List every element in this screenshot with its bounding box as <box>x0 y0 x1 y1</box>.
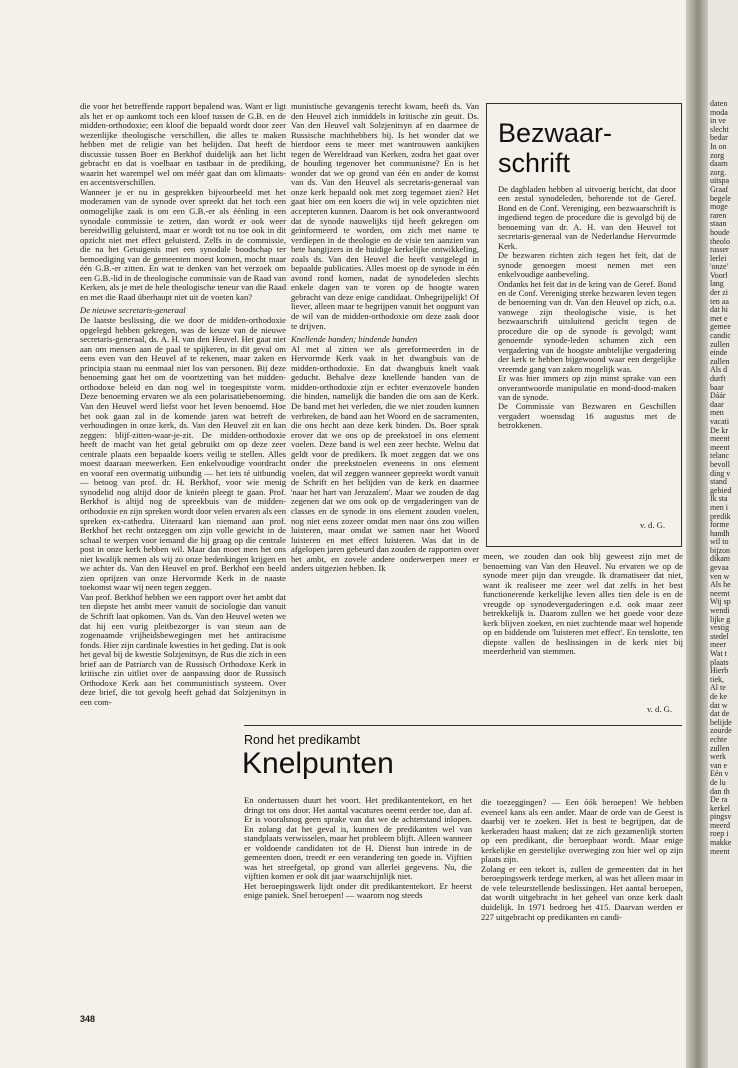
box-para-2: De bezwaren richten zich tegen het feit, dat de synode genoegen moest nemen met een enkelvoudige aanbeveling. <box>498 250 676 280</box>
facing-page-line: moda <box>710 107 728 117</box>
facing-page-line: stand <box>710 477 727 487</box>
col1-para-4: Van prof. Berkhof hebben we een rapport over het ambt dat ten diepste het ambt meer vanuit de sociologie dan vanuit de Schrift laat opkomen. Van ds. Van den Heuvel weten we dat hij een vurig pleitbezorger is van steun aan de zogenaamde vrijheidsbewegingen met het antiracisme fonds. Hier zijn cardinale kwesties in het geding. Dat is ook het geval bij de kwestie Solzjenitsyn, de Rus die zich in een brief aan de Patriarch van de Russisch Orthodoxe Kerk in kritische zin uitliet over de aanpassing door de Russisch Orthodoxe Kerk aan het communistisch systeem. Over deze brief, die tot gevolg heeft gehad dat Solzjenitsyn in een com- <box>80 591 286 707</box>
facing-page-line: Graaf <box>710 184 729 194</box>
facing-page-line: vacati <box>710 416 730 426</box>
facing-page-line: meent <box>710 434 730 444</box>
facing-page-line: slecht <box>710 124 729 134</box>
facing-page-line: dat w <box>710 700 728 710</box>
facing-page-line: De kr <box>710 425 728 435</box>
section-divider <box>244 725 682 726</box>
col1-para-2: Wanneer je er nu in gesprekken bijvoorbeeld met het moderamen van de synode over spreekt dat het toch een onmogelijke zaak is om een G.B.-er als éénling in een synodale commissie te zetten, dan wordt er ook weer bereidwillig geluisterd, maar er wordt tot nu toe ook in dit opzicht niet met effect geluisterd. Zelfs in de commissie, die na het Getuigenis met een synodale boodschap ter bemoediging van de gemeenten moest komen, mocht maar één G.B.-er zitten. En wat te denken van het verzoek om een G.B.-lid in de theologische commissie van de Raad van Kerken, als je met de hele theologische teneur van die Raad en met die Raad überhaupt niet uit de voeten kan? <box>80 186 286 302</box>
facing-page-line: Al te <box>710 683 726 693</box>
facing-page-line: durft <box>710 374 726 383</box>
facing-page-line: lang <box>710 279 724 289</box>
facing-page-line: Als d <box>710 365 728 375</box>
facing-page-line: Dáár <box>710 391 726 401</box>
facing-page-line: meerd <box>710 820 730 830</box>
facing-page-fragment <box>708 0 738 1068</box>
facing-page-line: In on <box>710 141 727 151</box>
facing-page-line: handh <box>710 528 730 538</box>
facing-page-line: daarn <box>710 159 728 169</box>
facing-page-line: baar <box>710 382 724 392</box>
page-gutter <box>686 0 708 1068</box>
facing-page-line: Ik sta <box>710 494 728 504</box>
facing-page-line: bevoll <box>710 459 730 469</box>
box-para-1: De dagbladen hebben al uitvoerig bericht, dat door een zestal synodeleden, behorende tot de Geref. Bond en de Conf. Vereniging, een bezwaarschrift is ingediend tegen de procedure die is gevolgd bij de benoeming van dr. A. H. van den Heuvel tot secretaris-generaal van de Nederlandse Hervormde Kerk. <box>498 184 676 251</box>
facing-page-line: belijde <box>710 717 732 727</box>
facing-page-line: dat hi <box>710 305 728 315</box>
facing-page-line: daar <box>710 399 724 409</box>
article-column-1 <box>80 101 286 707</box>
box-title-line-2: schrift <box>498 148 571 178</box>
facing-page-line: met e <box>710 313 728 323</box>
facing-page-line: lerlei <box>710 253 727 263</box>
facing-page-line: neemt <box>710 588 730 598</box>
facing-page-line: meent <box>710 846 730 856</box>
facing-page-line: vestig <box>710 623 730 633</box>
facing-page-line: zorg. <box>710 167 727 177</box>
article2-headline: Knelpunten <box>242 747 394 780</box>
facing-page-line: gevaa <box>710 563 729 573</box>
box-para-4: Er was hier immers op zijn minst sprake van een onverantwoorde manipulatie en mond-dood-maken van de synode. <box>498 373 676 402</box>
col1-para-1: die voor het betreffende rapport bepalend was. Want er ligt als het er op aankomt toch een kloof tussen de G.B. en de midden-orthodoxie; een kloof die bepaald wordt door zeer wezenlijke theologische verschillen, die alles te maken hebben met de religie van het belijden. Dat heeft de discussie tussen Boer en Berkhof duidelijk aan het licht gebracht en dat is voelbaar en tastbaar in de prediking, waarin het warempel wel om méér gaat dan om klimaats- en accentsverschillen. <box>80 101 286 188</box>
facing-page-line: ten aa <box>710 296 729 306</box>
facing-page-line: dikam <box>710 554 730 564</box>
facing-page-line: echte <box>710 734 727 744</box>
facing-page-line: houde <box>710 227 730 237</box>
facing-page-line: De ra <box>710 795 728 805</box>
facing-page-line: gebied <box>710 485 732 495</box>
box-signature: v. d. G. <box>640 520 665 530</box>
facing-page-line: zullen <box>710 743 730 753</box>
facing-page-line: tusser <box>710 245 729 255</box>
facing-page-line: de lu <box>710 777 726 787</box>
facing-page-line: meer <box>710 640 726 650</box>
facing-page-line: pingsv <box>710 812 732 822</box>
col2-para-1: munistische gevangenis terecht kwam, heeft ds. Van den Heuvel zich inmiddels in kritische zin geuit. Ds. Van den Heuvel valt Solzjenitsyn af en daarmee de Russische machthebbers bij. Is het wonder dat we hierdoor eens te meer met wantrouwen aankijken tegen de Wereldraad van Kerken, zodra het gaat over de houding tegenover het communisme? En is het wonder dat we op grond van één en ander de komst van ds. Van den Heuvel als secretaris-generaal van onze kerk bepaald ook met zorg tegemoet zien? Het gaat hier om een koers die wij in vele opzichten niet accepteren kunnen. Daarom is het ook onverantwoord dat de synode nauwelijks tijd heeft gekregen om geïnformeerd te worden, om zich met name te verdiepen in de theologie en de visie ten aanzien van hete hangijzers in de huidige kerkelijke ontwikkeling, zoals ds. Van den Heuvel die heeft vastgelegd in bepaalde publicaties. Alles moest op de synode in één avond rond komen, nadat de synodeleden slechts enkele dagen van te voren op de hoogte waren gebracht van deze enige candidaat. Onbegrijpelijk! Of liever, alleen maar te begrijpen vanuit het oogpunt van de wil van de midden-orthodoxie om deze zaak door te drijven. <box>291 101 479 331</box>
facing-page-text <box>710 100 732 856</box>
subheading-knellende-banden: Knellende banden; bindende banden <box>291 334 418 345</box>
facing-page-line: ven w <box>710 571 730 581</box>
facing-page-line: bedar <box>710 133 728 143</box>
article-column-2 <box>291 101 479 574</box>
facing-page-line: Eén v <box>710 769 729 779</box>
article-signature: v. d. G. <box>647 704 672 714</box>
facing-page-line: uitspa <box>710 176 730 186</box>
facing-page-line: raren <box>710 210 727 220</box>
page-number: 348 <box>80 1014 96 1024</box>
facing-page-line: daten <box>710 99 728 108</box>
facing-page-line: Voorl <box>710 270 728 280</box>
facing-page-line: meent <box>710 442 730 452</box>
facing-page-line: candic <box>710 331 731 341</box>
subheading-nieuwe-secretaris: De nieuwe secretaris-generaal <box>80 305 186 316</box>
facing-page-line: zorg <box>710 150 725 160</box>
box-para-3: Ondanks het feit dat in de kring van de Geref. Bond en de Conf. Vereniging sterke bezwaren leven tegen de benoeming van dr. Van den Heuvel op zich, o.a. vanwege zijn theologische visie, is het bezwaarschrift uitsluitend gericht tegen de procedure die op de synode is gevolgd; want genoemde synode-leden schamen zich een vergadering van de hoogste ambtelijke vergadering der kerk te hebben bijgewoond waar een dergelijke vreemde gang van zaken mogelijk was. <box>498 278 676 374</box>
facing-page-line: in ve <box>710 116 726 126</box>
facing-page-line: ding v <box>710 468 731 478</box>
facing-page-line: bijzon <box>710 545 730 555</box>
facing-page-line: moge <box>710 202 728 212</box>
facing-page-line: Hierb <box>710 666 729 676</box>
article-column-3-continued <box>483 552 683 720</box>
facing-page-line: wil to <box>710 537 729 547</box>
facing-page-line: van e <box>710 760 728 770</box>
facing-page-line: stedel <box>710 631 729 641</box>
facing-page-line: Wat t <box>710 649 727 658</box>
box-body <box>498 185 676 525</box>
facing-page-line: de ke <box>710 691 728 701</box>
facing-page-line: der zi <box>710 288 728 298</box>
facing-page-line: roep i <box>710 829 729 839</box>
facing-page-line: zullen <box>710 339 730 349</box>
facing-page-line: dan th <box>710 786 730 796</box>
facing-page-line: begele <box>710 193 731 203</box>
facing-page-line: plaats <box>710 657 729 667</box>
facing-page-line: men <box>710 408 724 418</box>
facing-page-line: wendi <box>710 606 730 616</box>
box-title <box>498 118 612 178</box>
facing-page-line: kerkel <box>710 803 730 813</box>
facing-page-line: werk <box>710 752 726 762</box>
box-title-line-1: Bezwaar- <box>498 118 613 148</box>
facing-page-line: 'onze' <box>710 262 728 272</box>
article2-kicker: Rond het predikambt <box>244 733 361 747</box>
facing-page-line: tiek, <box>710 674 724 684</box>
article2-column-right <box>481 798 683 976</box>
facing-page-line: Als he <box>710 580 731 590</box>
facing-page-line: einde <box>710 348 728 358</box>
col2-para-2: Al met al zitten we als gereformeerden in de Hervormde Kerk vaak in het dwangbuis van de midden-orthodoxie. En dat dwangbuis knelt vaak geducht. Behalve deze knellende banden van de midden-orthodoxie zijn er echter evenzovele banden die binden, namelijk die banden die ons aan de Kerk. De band met het verleden, die we niet zouden kunnen verbreken, de band aan het Woord en de sacramenten, die ons hecht aan deze kerk binden. Ds. Boer sprak erover dat we ons op de preekstoel in ons element voelen. Deze band is wel een zeer hechte. Welnu dat geldt voor de predikers. Ik moet zeggen dat we ons onder die preekstoelen eveneens in ons element voelen, dat wil zeggen wanneer gepreekt wordt vanuit de Schrift en het belijden van de kerk en daarmee 'naar het hart van Jeruzalem'. Maar we zouden de dag zegenen dat we ons ook op de vergaderingen van de classes en de synode in ons element zouden voelen, nog niet eens zozeer omdat men naar óns zou willen luisteren, maar omdat we samen naar het Woord luisteren en met effect luisteren. Was dat in de afgelopen jaren gebeurd dan zouden de rapporten over het ambt, en zovele andere onderwerpen meer er anders uitgezien hebben. Ik <box>291 343 479 574</box>
facing-page-line: gemee <box>710 322 731 332</box>
facing-page-line: Wij sp <box>710 597 731 607</box>
facing-page-line: zourde <box>710 726 732 736</box>
facing-page-line: forme <box>710 520 730 530</box>
facing-page-line: lijke g <box>710 614 731 624</box>
facing-page-line: staan <box>710 219 727 229</box>
facing-page-line: dat de <box>710 709 730 719</box>
facing-page-line: men i <box>710 502 728 512</box>
article2-column-left <box>244 796 472 976</box>
article2-left-text: En ondertussen duurt het voort. Het predikantentekort, en het dringt tot ons door. Het aantal vacatures neemt eerder toe, dan af. Er is vooralsnog geen sprake van dat we de achterstand inlopen. En zolang dat het geval is, kunnen de predikanten wel van standplaats verwisselen, maar het probleem blijft. Alleen wanneer er voldoende candidaten tot de H. Dienst hun intrede in de gemeenten doen, treedt er een verandering ten goede in. Vijftien was het streefgetal, op grond van allerlei gegevens. Nu, die vijftien komen er ook dit jaar waarschijnlijk niet. Het beroepingswerk lijdt onder dit predikantentekort. Er heerst enige paniek. Snel beroepen! — waarom nog steeds <box>244 795 472 901</box>
facing-page-line: makke <box>710 838 732 848</box>
facing-page-line: predik <box>710 511 731 521</box>
box-para-5: De Commissie van Bezwaren en Geschillen vergadert woensdag 16 augustus met de betrokkenen. <box>498 401 676 431</box>
facing-page-line: zullen <box>710 356 730 366</box>
facing-page-line: theolo <box>710 236 730 246</box>
facing-page-line: telanc <box>710 451 730 461</box>
col3-para-1: meen, we zouden dan ook blij geweest zijn met de benoeming van Van den Heuvel. Nu ervaren we op de synode meer pijn dan vreugde. Ik dramatiseer dat niet, want ik realiseer me zeer wel dat zelfs in het best functionerende kerkelijke leven alles tien dele is en de vreugde op synodevergaderingen e.d. ook maar zeer betrekkelijk is. Daarom zullen we het goede voor deze kerk blijven zoeken, en niet zuchtende maar wel hopende op en biddende om 'luisteren met effect'. En tenslotte, ten diepste vallen de beslissingen in de kerk niet bij meerderheid van stemmen. <box>483 551 683 657</box>
article2-right-text: die toezeggingen? — Een óók beroepen! We hebben eveneel kans als een ander. Maar de orde van de Geest is daarbij ver te zoeken. Het is best te begrijpen, dat de kerkeraden haast maken; dat ze zich gezamenlijk storten op een predikant, die beroepbaar wordt. Maar enige kerkelijke en geestelijke overweging zou hier wel op zijn plaats zijn. Zolang er een tekort is, zullen de gemeenten dat in het beroepingswerk terdege merken, al was het alleen maar in de vele teleurstellende beslissingen. Het aantal beroepen, dat wordt uitgebracht in het geheel van onze kerk daalt duidelijk. In 1971 bedroeg het 415. Daarvan werden er 227 uitgebracht op predikanten en candi- <box>481 797 683 922</box>
col1-para-3: De laatste beslissing, die we door de midden-orthodoxie opgelegd hebben gekregen, was de keuze van de nieuwe secretaris-generaal, ds. A. H. van den Heuvel. Het gaat niet aan om mensen aan de paal te spijkeren, in dit geval om eens even van den Heuvel af te rekenen, maar zaken en principia staan nu eenmaal niet los van personen. Bij deze benoeming gaat het om de voortzetting van het midden-orthodoxe beleid en dan nog wel in toegespitste vorm. Deze benoeming ervaren we als een polarisatiebenoeming. Van den Heuvel werd liefst voor het leven benoemd. Hoe het ook gaan zal in de komende jaren wat betreft de verhoudingen in onze kerk, ds. Van den Heuvel zit en kan zeggen: blijf-zitten-waar-je-zit. De midden-orthodoxie heeft de macht van het getal gebruikt om op deze zeer centrale plaats een bepaalde koers veilig te stellen. Alles moest daaraan meewerken. Een enkelvoudige voordracht en vooraf een overmatig uitbundig — het iets té uitbundig — betoog van prof. dr. H. Berkhof, voor wie menig synodelid nog altijd door de knieën pleegt te gaan. Prof. Berkhof is altijd nog de spreekbuis van de midden-orthodoxie en zijn spreken wordt door velen ervaren als een spreken ex-cathedra. Uiteraard kan niemand aan prof. Berkhof het recht ontzeggen om zijn volle gewicht in de schaal te werpen voor iemand die hij graag op die centrale post in onze kerk hebben wil. Maar dan moet men het ons niet kwalijk nemen als wij zo onze bedenkingen krijgen en we achter ds. Van den Heuvel en prof. Berkhof een beeld zien oprijzen van onze Hervormde Kerk in de naaste toekomst waar wij neen tegen zeggen. <box>80 315 286 593</box>
